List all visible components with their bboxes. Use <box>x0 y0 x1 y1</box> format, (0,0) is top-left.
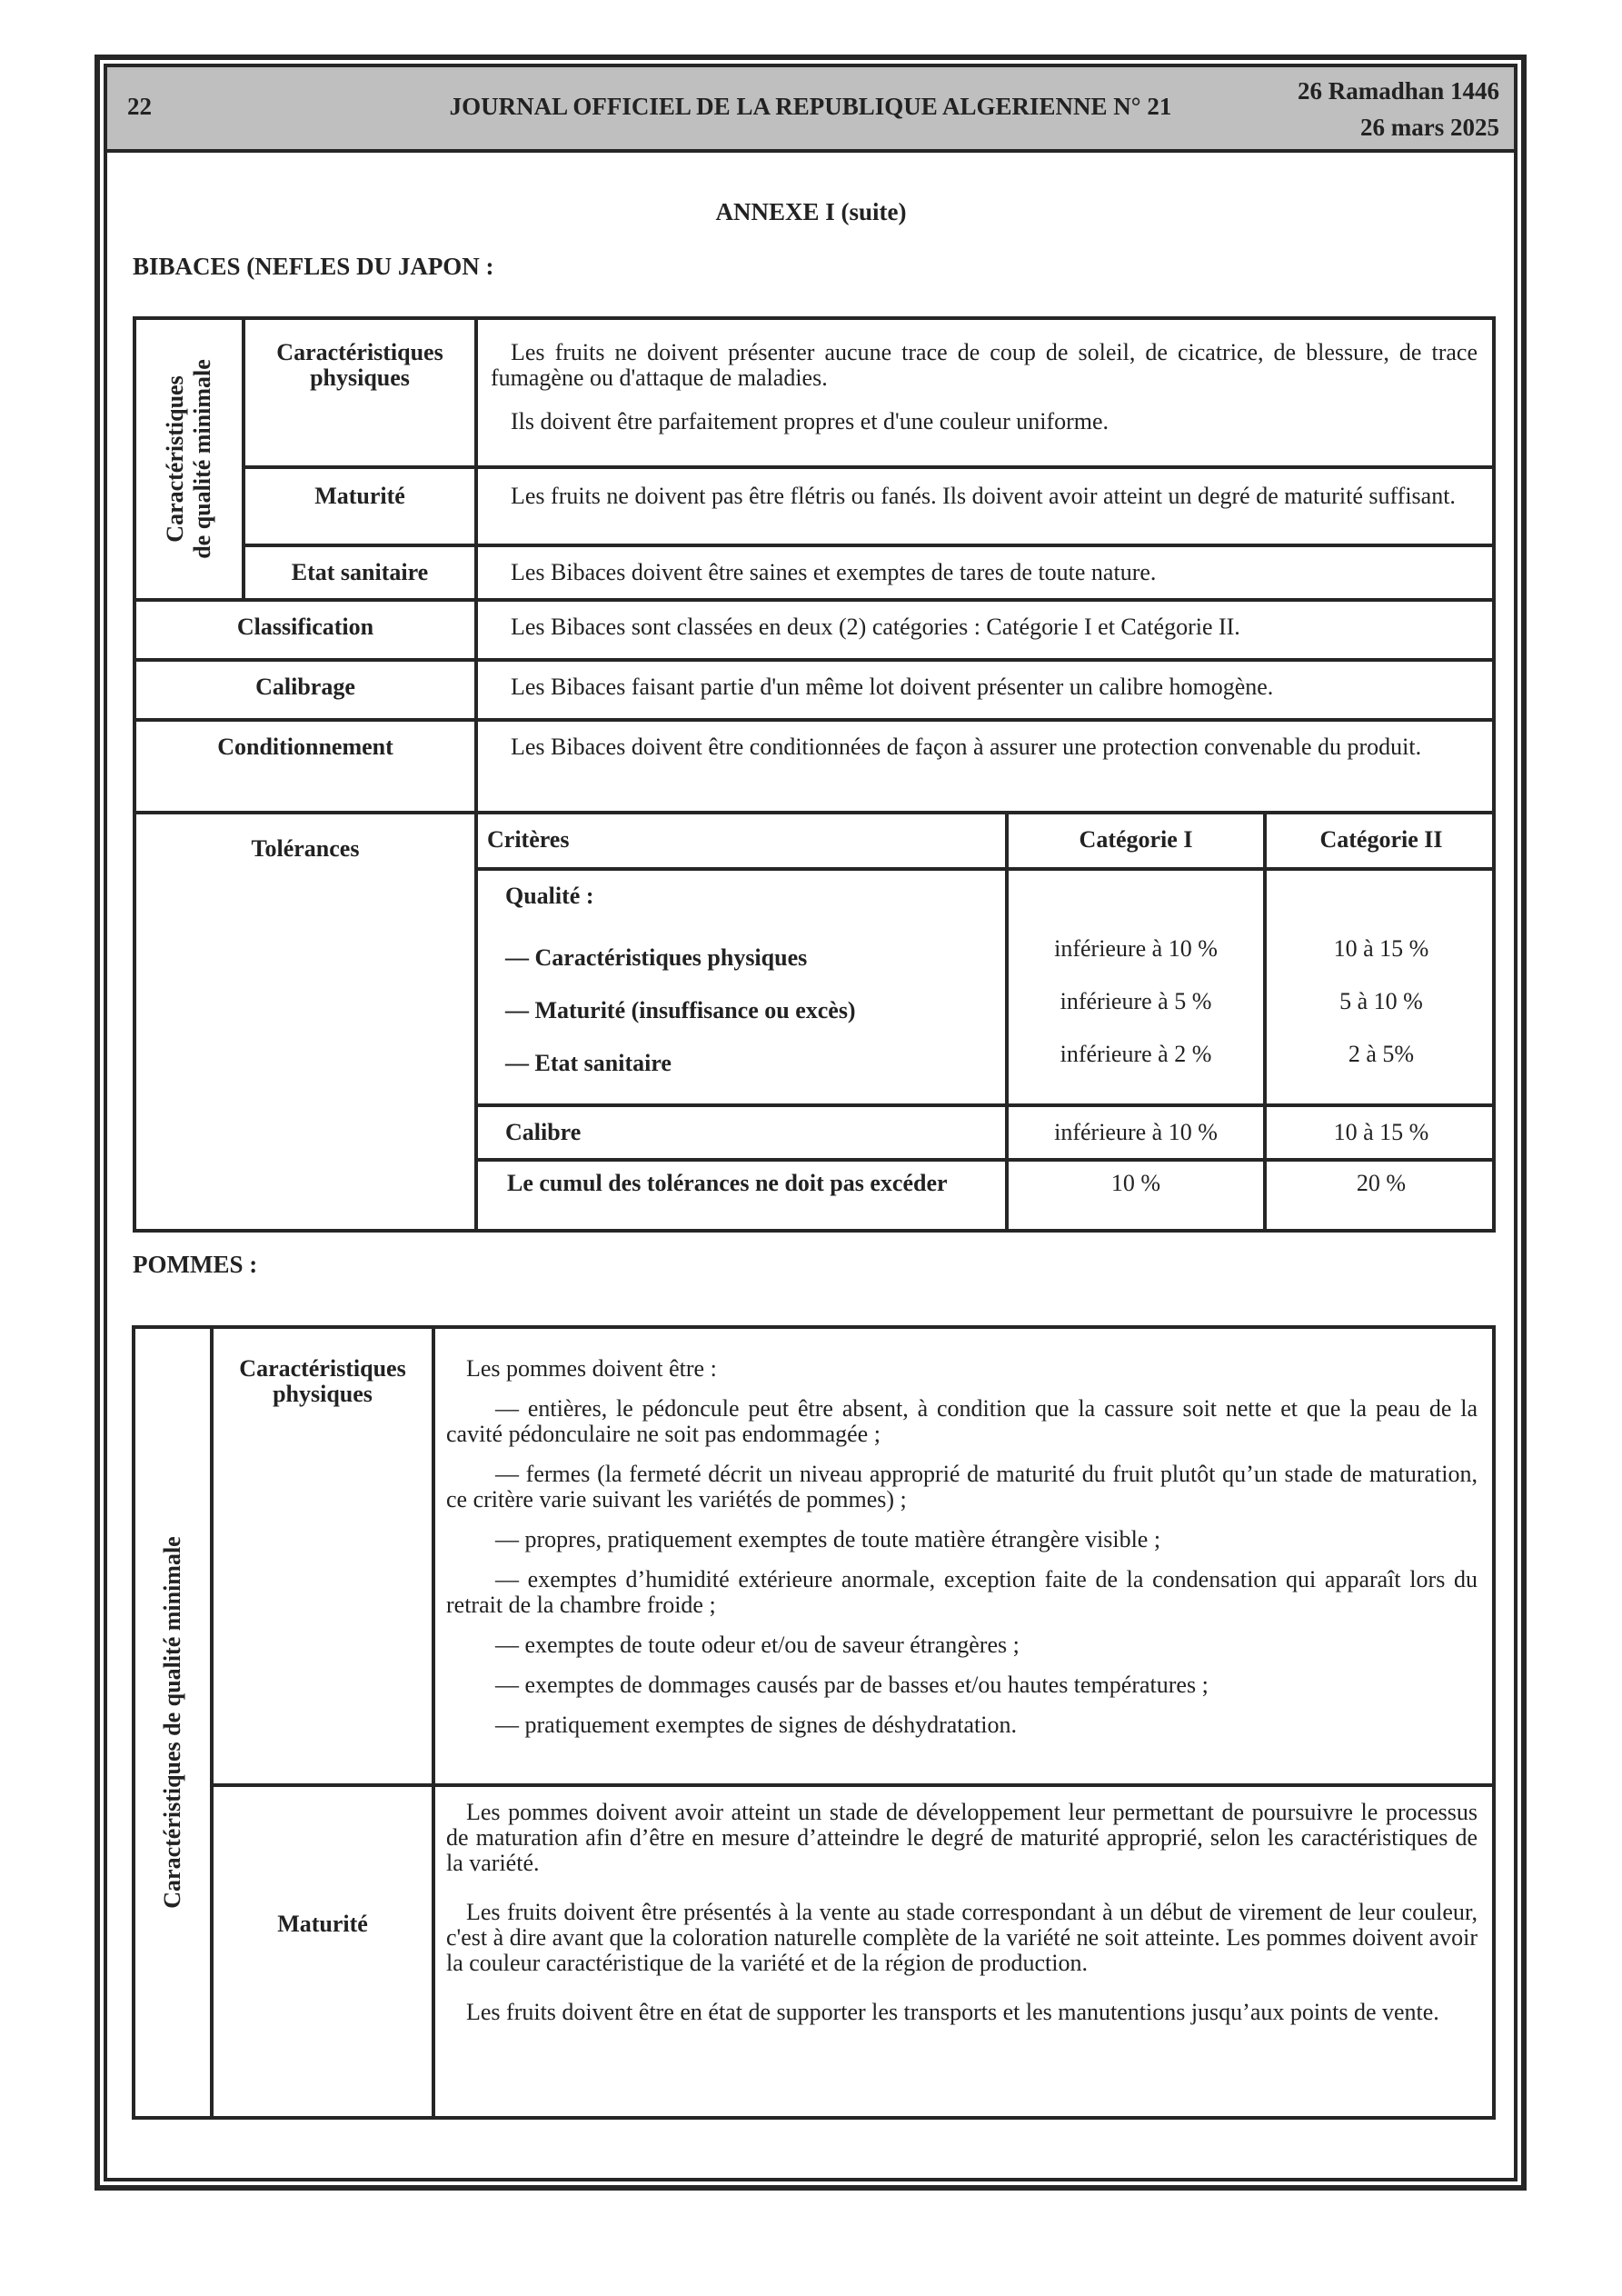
table-row <box>134 600 1494 660</box>
tolerances-header-row <box>478 814 1496 869</box>
quality-criterion: — Caractéristiques physiques <box>505 944 808 971</box>
value-cell: inférieure à 5 % <box>1060 988 1212 1014</box>
journal-title: JOURNAL OFFICIEL DE LA REPUBLIQUE ALGERIENNE N° 21 <box>449 93 1172 120</box>
annex-title: ANNEXE I (suite) <box>715 198 907 225</box>
table-row <box>134 318 1494 467</box>
quality-label: Qualité : <box>505 883 594 909</box>
conditionnement-text: Les Bibaces doivent être conditionnées de façon à assurer une protection convenable du produit. <box>476 720 1494 813</box>
criterion-physical: Caractéristiques physiques <box>212 1327 433 1785</box>
quality-criterion: — Etat sanitaire <box>505 1050 672 1076</box>
group-label-cell <box>134 318 244 600</box>
tolerances-table <box>478 814 1496 1229</box>
group-label: Caractéristiques de qualité minimale <box>162 359 215 559</box>
calibrage-text: Les Bibaces faisant partie d'un même lot doivent présenter un calibre homogène. <box>476 660 1494 720</box>
value-cell: inférieure à 2 % <box>1060 1041 1212 1067</box>
tolerances-cumul-row <box>478 1160 1496 1229</box>
criterion-sanitary: Etat sanitaire <box>244 545 476 600</box>
header-dates <box>1298 73 1499 145</box>
criterion-maturity: Maturité <box>212 1785 433 2118</box>
header-criteria: Critères <box>478 814 1007 869</box>
header-cat1: Catégorie I <box>1007 814 1265 869</box>
date-gregorian: 26 mars 2025 <box>1360 114 1499 141</box>
list-item: — propres, pratiquement exemptes de toute matière étrangère visible ; <box>495 1526 1161 1552</box>
list-item: — pratiquement exemptes de signes de déshydratation. <box>495 1712 1018 1738</box>
value-cell: 5 à 10 % <box>1339 988 1423 1014</box>
group-label: Caractéristiques de qualité minimale <box>159 1536 185 1909</box>
list-item: — exemptes de toute odeur et/ou de saveur étrangères ; <box>495 1632 1020 1658</box>
calibrage-label: Calibrage <box>134 660 476 720</box>
section-title-pommes: POMMES : <box>133 1251 258 1278</box>
list-item: — exemptes d’humidité extérieure anormale, exception faite de la condensation qui apparaît lors du retrait de la chambre froide ; <box>446 1566 1478 1618</box>
pommes-table <box>132 1325 1496 2120</box>
value-cell: 2 à 5% <box>1348 1041 1415 1067</box>
criterion-physical-text: Les fruits ne doivent présenter aucune trace de coup de soleil, de cicatrice, de blessure, de trace fumagène ou d'attaque de maladies. Ils doivent être parfaitement propres et d'une couleur uniforme. <box>476 318 1494 467</box>
list-item: — fermes (la fermeté décrit un niveau approprié de maturité du fruit plutôt qu’un stade de maturation, ce critère varie suivant les variétés de pommes) ; <box>446 1461 1478 1512</box>
conditionnement-label: Conditionnement <box>134 720 476 813</box>
quality-criteria <box>478 869 1007 1105</box>
tolerances-calibre-row <box>478 1105 1496 1160</box>
cumul-cat1: 10 % <box>1007 1160 1265 1229</box>
criterion-sanitary-text: Les Bibaces doivent être saines et exemptes de tares de toute nature. <box>476 545 1494 600</box>
journal-header <box>107 67 1514 153</box>
value-cell: 10 à 15 % <box>1333 935 1429 962</box>
page-number: 22 <box>127 93 152 120</box>
date-hijri: 26 Ramadhan 1446 <box>1297 77 1499 105</box>
tolerances-label: Tolérances <box>134 813 476 1231</box>
classification-text: Les Bibaces sont classées en deux (2) catégories : Catégorie I et Catégorie II. <box>476 600 1494 660</box>
table-row <box>134 660 1494 720</box>
criterion-maturity: Maturité <box>244 467 476 545</box>
criterion-physical-text: Les pommes doivent être : — entières, le pédoncule peut être absent, à condition que la cassure soit nette et que la peau de la cavité pédonculaire ne soit pas endommagée ; — fermes (la fermeté décrit un niveau approprié de maturité du fruit plutôt qu’un stade de maturation, ce critère varie suivant les variétés de pommes) ; — propres, pratiquement exemptes de toute matière étrangère visible ; — exemptes d’humidité extérieure anormale, exception faite de la condensation qui apparaît lors du retrait de la chambre froide ; — exemptes de toute odeur et/ou de saveur étrangères ; — exemptes de dommages causés par de basses et/ou hautes températures ; — pratiquement exemptes de signes de déshydratation. <box>433 1327 1494 1785</box>
table-row <box>134 1327 1494 1785</box>
quality-criterion: — Maturité (insuffisance ou excès) <box>505 997 856 1023</box>
table-row <box>134 545 1494 600</box>
group-label-cell <box>134 1327 212 2118</box>
list-item: — exemptes de dommages causés par de basses et/ou hautes températures ; <box>495 1672 1209 1698</box>
calibre-criterion: Calibre <box>478 1105 1007 1160</box>
value-cell: inférieure à 10 % <box>1054 935 1218 962</box>
calibre-cat1: inférieure à 10 % <box>1007 1105 1265 1160</box>
criterion-maturity-text: Les pommes doivent avoir atteint un stade de développement leur permettant de poursuivre le processus de maturation afin d’être en mesure d’atteindre le degré de maturité approprié, selon les caractéristiques de la variété. Les fruits doivent être présentés à la vente au stade correspondant à un début de virement de leur couleur, c'est à dire avant que la coloration naturelle complète de la variété ne soit atteinte. Les pommes doivent avoir la couleur caractéristique de la variété et de la région de production. Les fruits doivent être en état de supporter les transports et les manutentions jusqu’aux points de vente. <box>433 1785 1494 2118</box>
quality-cat2-values <box>1265 869 1496 1105</box>
header-cat2: Catégorie II <box>1265 814 1496 869</box>
calibre-cat2: 10 à 15 % <box>1265 1105 1496 1160</box>
table-row <box>134 720 1494 813</box>
tolerances-cell <box>476 813 1494 1231</box>
tolerances-quality-row <box>478 869 1496 1105</box>
table-row-tolerances <box>134 813 1494 1231</box>
cumul-criterion: Le cumul des tolérances ne doit pas excéder <box>478 1160 1007 1229</box>
cumul-cat2: 20 % <box>1265 1160 1496 1229</box>
criterion-physical: Caractéristiques physiques <box>244 318 476 467</box>
list-item: — entières, le pédoncule peut être absent, à condition que la cassure soit nette et que la peau de la cavité pédonculaire ne soit pas endommagée ; <box>446 1395 1478 1447</box>
quality-cat1-values <box>1007 869 1265 1105</box>
bibaces-table <box>133 316 1496 1233</box>
criterion-maturity-text: Les fruits ne doivent pas être flétris ou fanés. Ils doivent avoir atteint un degré de maturité suffisant. <box>476 467 1494 545</box>
section-title-bibaces: BIBACES (NEFLES DU JAPON : <box>133 253 494 280</box>
table-row <box>134 1785 1494 2118</box>
table-row <box>134 467 1494 545</box>
classification-label: Classification <box>134 600 476 660</box>
